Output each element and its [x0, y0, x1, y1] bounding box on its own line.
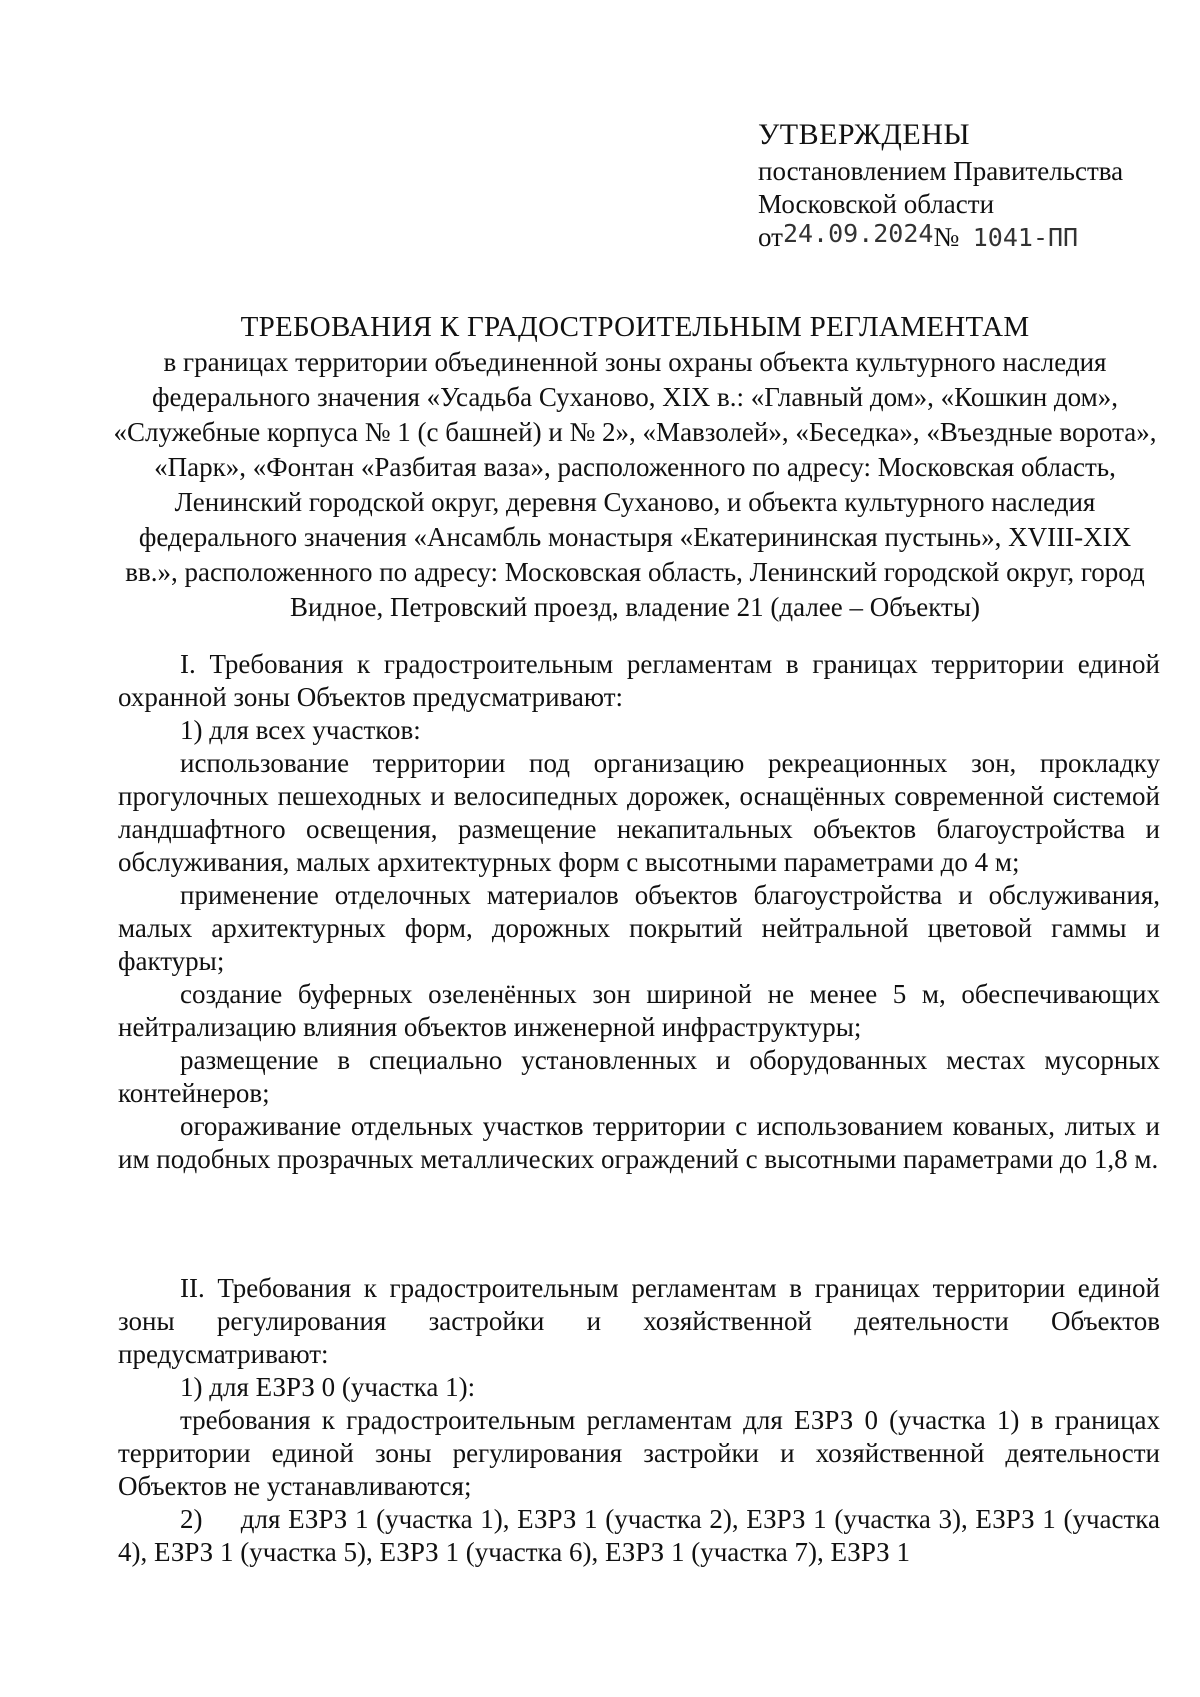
section-1-paragraph-2: применение отделочных материалов объектов благоустройства и обслуживания, малых архитектурных форм, дорожных покрытий нейтральной цветовой гаммы и фактуры; [118, 880, 1160, 976]
document-heading: ТРЕБОВАНИЯ К ГРАДОСТРОИТЕЛЬНЫМ РЕГЛАМЕНТАМ [240, 311, 1030, 343]
section-1-item-1: 1) для всех участков: [180, 715, 421, 745]
section-2 [118, 1272, 1160, 1569]
section-1-paragraph-4: размещение в специально установленных и оборудованных местах мусорных контейнеров; [118, 1045, 1160, 1108]
date-prefix: от [758, 222, 783, 252]
approval-stamp [758, 118, 1123, 254]
approval-title: УТВЕРЖДЕНЫ [758, 118, 971, 151]
section-2-item-1: 1) для ЕЗРЗ 0 (участка 1): [180, 1372, 476, 1402]
document-title-block [110, 310, 1160, 625]
section-1-paragraph-3: создание буферных озеленённых зон шириной не менее 5 м, обеспечивающих нейтрализацию влияния объектов инженерной инфраструктуры; [118, 979, 1160, 1042]
approval-number: 1041-ПП [972, 223, 1079, 252]
number-sign: № [933, 222, 960, 252]
section-1-paragraph-5: огораживание отдельных участков территории с использованием кованых, литых и им подобных прозрачных металлических ограждений с высотными параметрами до 1,8 м. [118, 1111, 1160, 1174]
section-1-paragraph-1: использование территории под организацию рекреационных зон, прокладку прогулочных пешеходных и велосипедных дорожек, оснащённых современной системой ландшафтного освещения, размещение некапитальных объектов благоустройства и обслуживания, малых архитектурных форм с высотными параметрами до 4 м; [118, 748, 1160, 877]
approval-line-1: постановлением Правительства [758, 156, 1124, 186]
document-subtitle: в границах территории объединенной зоны охраны объекта культурного наследия федерального значения «Усадьба Суханово, XIX в.: «Главный дом», «Кошкин дом», «Служебные корпуса № 1 (с башней) и № 2», «Мавзолей», «Беседка», «Въездные ворота», «Парк», «Фонтан «Разбитая ваза», расположенного по адресу: Московская область, Ленинский городской округ, деревня Суханово, и объекта культурного наследия федерального значения «Ансамбль монастыря «Екатерининская пустынь», XVIII-XIX вв.», расположенного по адресу: Московская область, Ленинский городской округ, город Видное, Петровский проезд, владение 21 (далее – Объекты) [113, 347, 1157, 622]
approval-date-line [758, 221, 1123, 254]
section-2-intro: II. Требования к градостроительным регламентам в границах территории единой зоны регулирования застройки и хозяйственной деятельности Объектов предусматривают: [118, 1273, 1160, 1369]
approval-date: 24.09.2024 [782, 219, 934, 248]
section-1 [118, 648, 1160, 1176]
section-2-paragraph-1: требования к градостроительным регламентам для ЕЗРЗ 0 (участка 1) в границах территории единой зоны регулирования застройки и хозяйственной деятельности Объектов не устанавливаются; [118, 1405, 1160, 1501]
section-1-intro: I. Требования к градостроительным регламентам в границах территории единой охранной зоны Объектов предусматривают: [118, 649, 1160, 712]
approval-line-2: Московской области [758, 189, 995, 219]
section-2-item-2: 2) для ЕЗРЗ 1 (участка 1), ЕЗРЗ 1 (участка 2), ЕЗРЗ 1 (участка 3), ЕЗРЗ 1 (участка 4), ЕЗРЗ 1 (участка 5), ЕЗРЗ 1 (участка 6), ЕЗРЗ 1 (участка 7), ЕЗРЗ 1 [118, 1504, 1160, 1567]
